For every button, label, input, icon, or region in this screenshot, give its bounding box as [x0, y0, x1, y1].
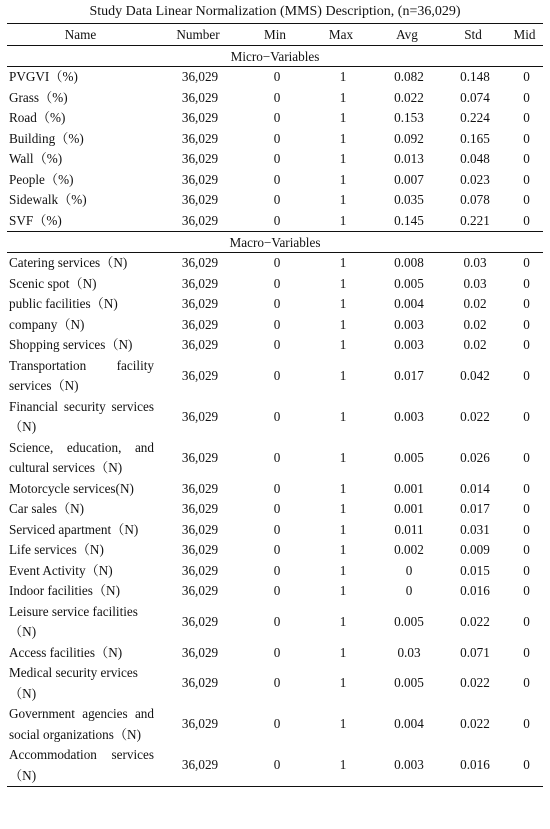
cell-number: 36,029: [181, 675, 219, 691]
cell-name: Leisure service facilities（N): [9, 603, 138, 639]
cell-number: 36,029: [181, 644, 219, 660]
cell-min: 0: [273, 408, 281, 424]
cell-avg: 0.003: [394, 337, 424, 352]
cell-avg: 0.145: [394, 212, 424, 228]
cell-avg: 0.013: [394, 151, 424, 166]
cell-mid: 0: [523, 367, 530, 383]
cell-number: 36,029: [181, 130, 219, 146]
cell-max: 1: [339, 583, 347, 598]
header-row: [7, 24, 543, 46]
cell-max: 1: [339, 408, 347, 424]
cell-min: 0: [273, 151, 281, 166]
cell-avg: 0.004: [394, 716, 424, 732]
cell-min: 0: [273, 367, 281, 383]
cell-max: 1: [339, 562, 347, 578]
cell-max: 1: [339, 151, 347, 166]
cell-number: 36,029: [181, 212, 219, 228]
cell-number: 36,029: [181, 408, 219, 424]
cell-min: 0: [273, 212, 281, 228]
cell-mid: 0: [523, 675, 530, 691]
cell-std: 0.016: [440, 745, 506, 787]
cell-max: 1: [339, 296, 347, 311]
cell-std: 0.03: [463, 275, 487, 291]
cell-avg: 0.005: [394, 275, 424, 291]
cell-avg: 0.008: [394, 255, 424, 270]
cell-name: company（N): [9, 316, 85, 332]
cell-min: 0: [273, 192, 281, 207]
cell-mid: 0: [523, 562, 530, 578]
table-row: [7, 520, 543, 541]
cell-number: 36,029: [181, 501, 219, 516]
cell-mid: 0: [523, 110, 530, 125]
cell-min: 0: [273, 521, 281, 537]
cell-std: 0.074: [460, 89, 490, 105]
cell-max: 1: [339, 255, 347, 270]
cell-name: Indoor facilities（N): [9, 583, 120, 598]
cell-number: 36,029: [181, 583, 219, 598]
cell-std: 0.023: [460, 171, 490, 187]
cell-avg: 0.001: [394, 501, 424, 516]
cell-min: 0: [273, 583, 281, 598]
cell-min: 0: [273, 316, 281, 332]
cell-std: 0.02: [463, 316, 487, 332]
cell-avg: 0.007: [394, 171, 424, 187]
cell-max: 1: [339, 675, 347, 691]
cell-max: 1: [339, 275, 347, 291]
table-row: [7, 602, 543, 643]
cell-std: 0.026: [460, 449, 490, 465]
cell-std: 0.071: [460, 644, 490, 660]
cell-min: 0: [273, 613, 281, 629]
header-name: Name: [64, 26, 97, 42]
cell-name: Financial security services（N): [9, 398, 154, 434]
cell-max: 1: [339, 644, 347, 660]
cell-min: 0: [273, 110, 281, 125]
cell-max: 1: [339, 542, 347, 557]
cell-min: 0: [273, 501, 281, 516]
cell-std: 0.022: [460, 613, 490, 629]
cell-std: 0.221: [460, 212, 490, 228]
table-row: [7, 315, 543, 336]
cell-number: 36,029: [181, 192, 219, 207]
cell-min: 0: [273, 275, 281, 291]
cell-avg: 0.003: [374, 745, 440, 787]
section-title: Macro−Variables: [7, 232, 543, 253]
table-row: [7, 274, 543, 295]
cell-mid: 0: [523, 542, 530, 557]
cell-min: 0: [273, 542, 281, 557]
cell-avg: 0.011: [394, 521, 424, 537]
cell-number: 36,029: [181, 542, 219, 557]
cell-number: 36,029: [181, 613, 219, 629]
cell-min: 0: [273, 89, 281, 105]
cell-min: 0: [273, 480, 281, 496]
table-row: [7, 438, 543, 479]
cell-name: Serviced apartment（N): [9, 521, 139, 537]
cell-max: 1: [339, 716, 347, 732]
cell-min: 0: [273, 69, 281, 84]
cell-mid: 0: [523, 89, 530, 105]
cell-max: 1: [339, 613, 347, 629]
cell-avg: 0.005: [394, 675, 424, 691]
cell-mid: 0: [523, 69, 530, 84]
cell-avg: 0.092: [394, 130, 424, 146]
table-row: [7, 67, 543, 88]
table-row: [7, 397, 543, 438]
table-container: [7, 0, 543, 787]
cell-mid: 0: [523, 296, 530, 311]
cell-mid: 0: [523, 501, 530, 516]
cell-name: Motorcycle services(N): [9, 480, 134, 496]
cell-max: 1: [339, 89, 347, 105]
cell-avg: 0.082: [394, 69, 424, 84]
section-title: Micro−Variables: [7, 46, 543, 67]
cell-name: Building（%): [9, 130, 84, 146]
cell-mid: 0: [523, 644, 530, 660]
cell-max: 1: [339, 110, 347, 125]
table-header: [7, 24, 543, 46]
header-max: Max: [328, 26, 354, 42]
cell-std: 0.02: [463, 337, 487, 352]
cell-name: PVGVI（%): [9, 69, 78, 84]
table-row: [7, 253, 543, 274]
cell-std: 0.022: [460, 716, 490, 732]
cell-min: 0: [242, 745, 308, 787]
table-row: [7, 479, 543, 500]
cell-max: 1: [339, 130, 347, 146]
cell-mid: 0: [523, 337, 530, 352]
cell-number: 36,029: [181, 151, 219, 166]
cell-number: 36,029: [181, 296, 219, 311]
cell-name: Event Activity（N): [9, 562, 113, 578]
table-row: [7, 108, 543, 129]
cell-mid: 0: [523, 275, 530, 291]
cell-name: Transportation facility services（N): [9, 357, 154, 393]
table-body: [7, 46, 543, 787]
cell-number: 36,029: [181, 480, 219, 496]
cell-min: 0: [273, 644, 281, 660]
header-mid: Mid: [513, 26, 536, 42]
cell-name: Road（%): [9, 110, 66, 125]
cell-name: Wall（%): [9, 151, 63, 166]
table-row: [7, 170, 543, 191]
cell-name: Sidewalk（%): [9, 192, 87, 207]
cell-mid: 0: [506, 745, 543, 787]
cell-number: 36,029: [181, 89, 219, 105]
table-row: [7, 704, 543, 745]
table-row: [7, 356, 543, 397]
cell-mid: 0: [523, 583, 530, 598]
table-row: [7, 540, 543, 561]
table-row: [7, 643, 543, 664]
header-std: Std: [464, 26, 482, 42]
cell-max: 1: [339, 501, 347, 516]
cell-number: 36,029: [181, 69, 219, 84]
section-header-row: [7, 232, 543, 253]
cell-max: 1: [339, 171, 347, 187]
cell-name: public facilities（N): [9, 296, 118, 311]
cell-max: 1: [339, 192, 347, 207]
cell-name: Access facilities（N): [9, 644, 123, 660]
table-row: [7, 211, 543, 232]
cell-std: 0.017: [460, 501, 490, 516]
cell-name: Science, education, and cultural services（N): [9, 439, 154, 475]
cell-std: 0.078: [460, 192, 490, 207]
cell-avg: 0.005: [394, 613, 424, 629]
cell-mid: 0: [523, 480, 530, 496]
cell-std: 0.022: [460, 408, 490, 424]
cell-mid: 0: [523, 449, 530, 465]
cell-std: 0.042: [460, 367, 490, 383]
cell-mid: 0: [523, 521, 530, 537]
cell-avg: 0.003: [394, 408, 424, 424]
cell-std: 0.015: [460, 562, 490, 578]
cell-name: Medical security ervices（N): [9, 665, 138, 701]
cell-mid: 0: [523, 716, 530, 732]
cell-std: 0.148: [460, 69, 490, 84]
cell-name: Catering services（N): [9, 255, 128, 270]
cell-std: 0.016: [460, 583, 490, 598]
cell-max: 1: [339, 316, 347, 332]
cell-max: 1: [308, 745, 374, 787]
cell-min: 0: [273, 171, 281, 187]
cell-std: 0.031: [460, 521, 490, 537]
cell-number: 36,029: [181, 562, 219, 578]
cell-number: 36,029: [181, 316, 219, 332]
cell-max: 1: [339, 337, 347, 352]
cell-number: 36,029: [181, 521, 219, 537]
table-row: [7, 149, 543, 170]
header-min: Min: [264, 26, 286, 42]
cell-number: 36,029: [181, 716, 219, 732]
cell-mid: 0: [523, 171, 530, 187]
cell-min: 0: [273, 255, 281, 270]
cell-mid: 0: [523, 151, 530, 166]
cell-mid: 0: [523, 408, 530, 424]
cell-std: 0.165: [460, 130, 490, 146]
cell-min: 0: [273, 449, 281, 465]
cell-max: 1: [339, 367, 347, 383]
cell-number: 36,029: [181, 367, 219, 383]
cell-number: 36,029: [181, 449, 219, 465]
cell-max: 1: [339, 480, 347, 496]
cell-std: 0.009: [460, 542, 490, 557]
cell-min: 0: [273, 716, 281, 732]
cell-name: Scenic spot（N): [9, 275, 97, 291]
cell-name: Car sales（N): [9, 501, 85, 516]
cell-number: 36,029: [181, 171, 219, 187]
cell-number: 36,029: [181, 110, 219, 125]
table-row: [7, 581, 543, 602]
cell-avg: 0.001: [394, 480, 424, 496]
cell-avg: 0.03: [397, 644, 421, 660]
table-row: [7, 663, 543, 704]
cell-name: Accommodation services（N): [7, 745, 154, 787]
cell-name: SVF（%): [9, 212, 62, 228]
cell-avg: 0.005: [394, 449, 424, 465]
cell-name: People（%): [9, 171, 74, 187]
table-row: [7, 294, 543, 315]
cell-avg: 0.003: [394, 316, 424, 332]
cell-avg: 0: [405, 583, 413, 598]
cell-mid: 0: [523, 192, 530, 207]
table-row: [7, 190, 543, 211]
cell-number: 36,029: [181, 337, 219, 352]
table-row: [7, 499, 543, 520]
table-row: [7, 129, 543, 150]
cell-min: 0: [273, 675, 281, 691]
cell-std: 0.014: [460, 480, 490, 496]
cell-mid: 0: [523, 130, 530, 146]
cell-std: 0.022: [460, 675, 490, 691]
table-row: [7, 88, 543, 109]
cell-name: Life services（N): [9, 542, 104, 557]
table-row: [7, 335, 543, 356]
cell-min: 0: [273, 130, 281, 146]
cell-std: 0.048: [460, 151, 490, 166]
cell-max: 1: [339, 521, 347, 537]
cell-name: Government agencies and social organizations（N): [9, 706, 154, 742]
table-row: [7, 561, 543, 582]
cell-min: 0: [273, 337, 281, 352]
cell-name: Shopping services（N): [9, 337, 133, 352]
cell-mid: 0: [523, 212, 530, 228]
header-avg: Avg: [396, 26, 418, 42]
cell-std: 0.03: [463, 255, 487, 270]
table-row: [7, 745, 543, 787]
cell-number: 36,029: [181, 275, 219, 291]
cell-mid: 0: [523, 255, 530, 270]
cell-number: 36,029: [154, 745, 242, 787]
cell-std: 0.02: [463, 296, 487, 311]
cell-min: 0: [273, 562, 281, 578]
cell-name: Grass（%): [9, 89, 68, 105]
header-number: Number: [176, 26, 220, 42]
data-table: [7, 23, 543, 787]
section-header-row: [7, 46, 543, 67]
cell-avg: 0: [405, 562, 413, 578]
cell-avg: 0.004: [394, 296, 424, 311]
cell-max: 1: [339, 212, 347, 228]
cell-avg: 0.153: [394, 110, 424, 125]
table-caption: Study Data Linear Normalization (MMS) Description, (n=36,029): [89, 4, 461, 19]
cell-min: 0: [273, 296, 281, 311]
cell-avg: 0.022: [394, 89, 424, 105]
cell-number: 36,029: [181, 255, 219, 270]
cell-max: 1: [339, 69, 347, 84]
cell-mid: 0: [523, 316, 530, 332]
cell-max: 1: [339, 449, 347, 465]
cell-mid: 0: [523, 613, 530, 629]
cell-std: 0.224: [460, 110, 490, 125]
cell-avg: 0.002: [394, 542, 424, 557]
cell-avg: 0.035: [394, 192, 424, 207]
cell-avg: 0.017: [394, 367, 424, 383]
